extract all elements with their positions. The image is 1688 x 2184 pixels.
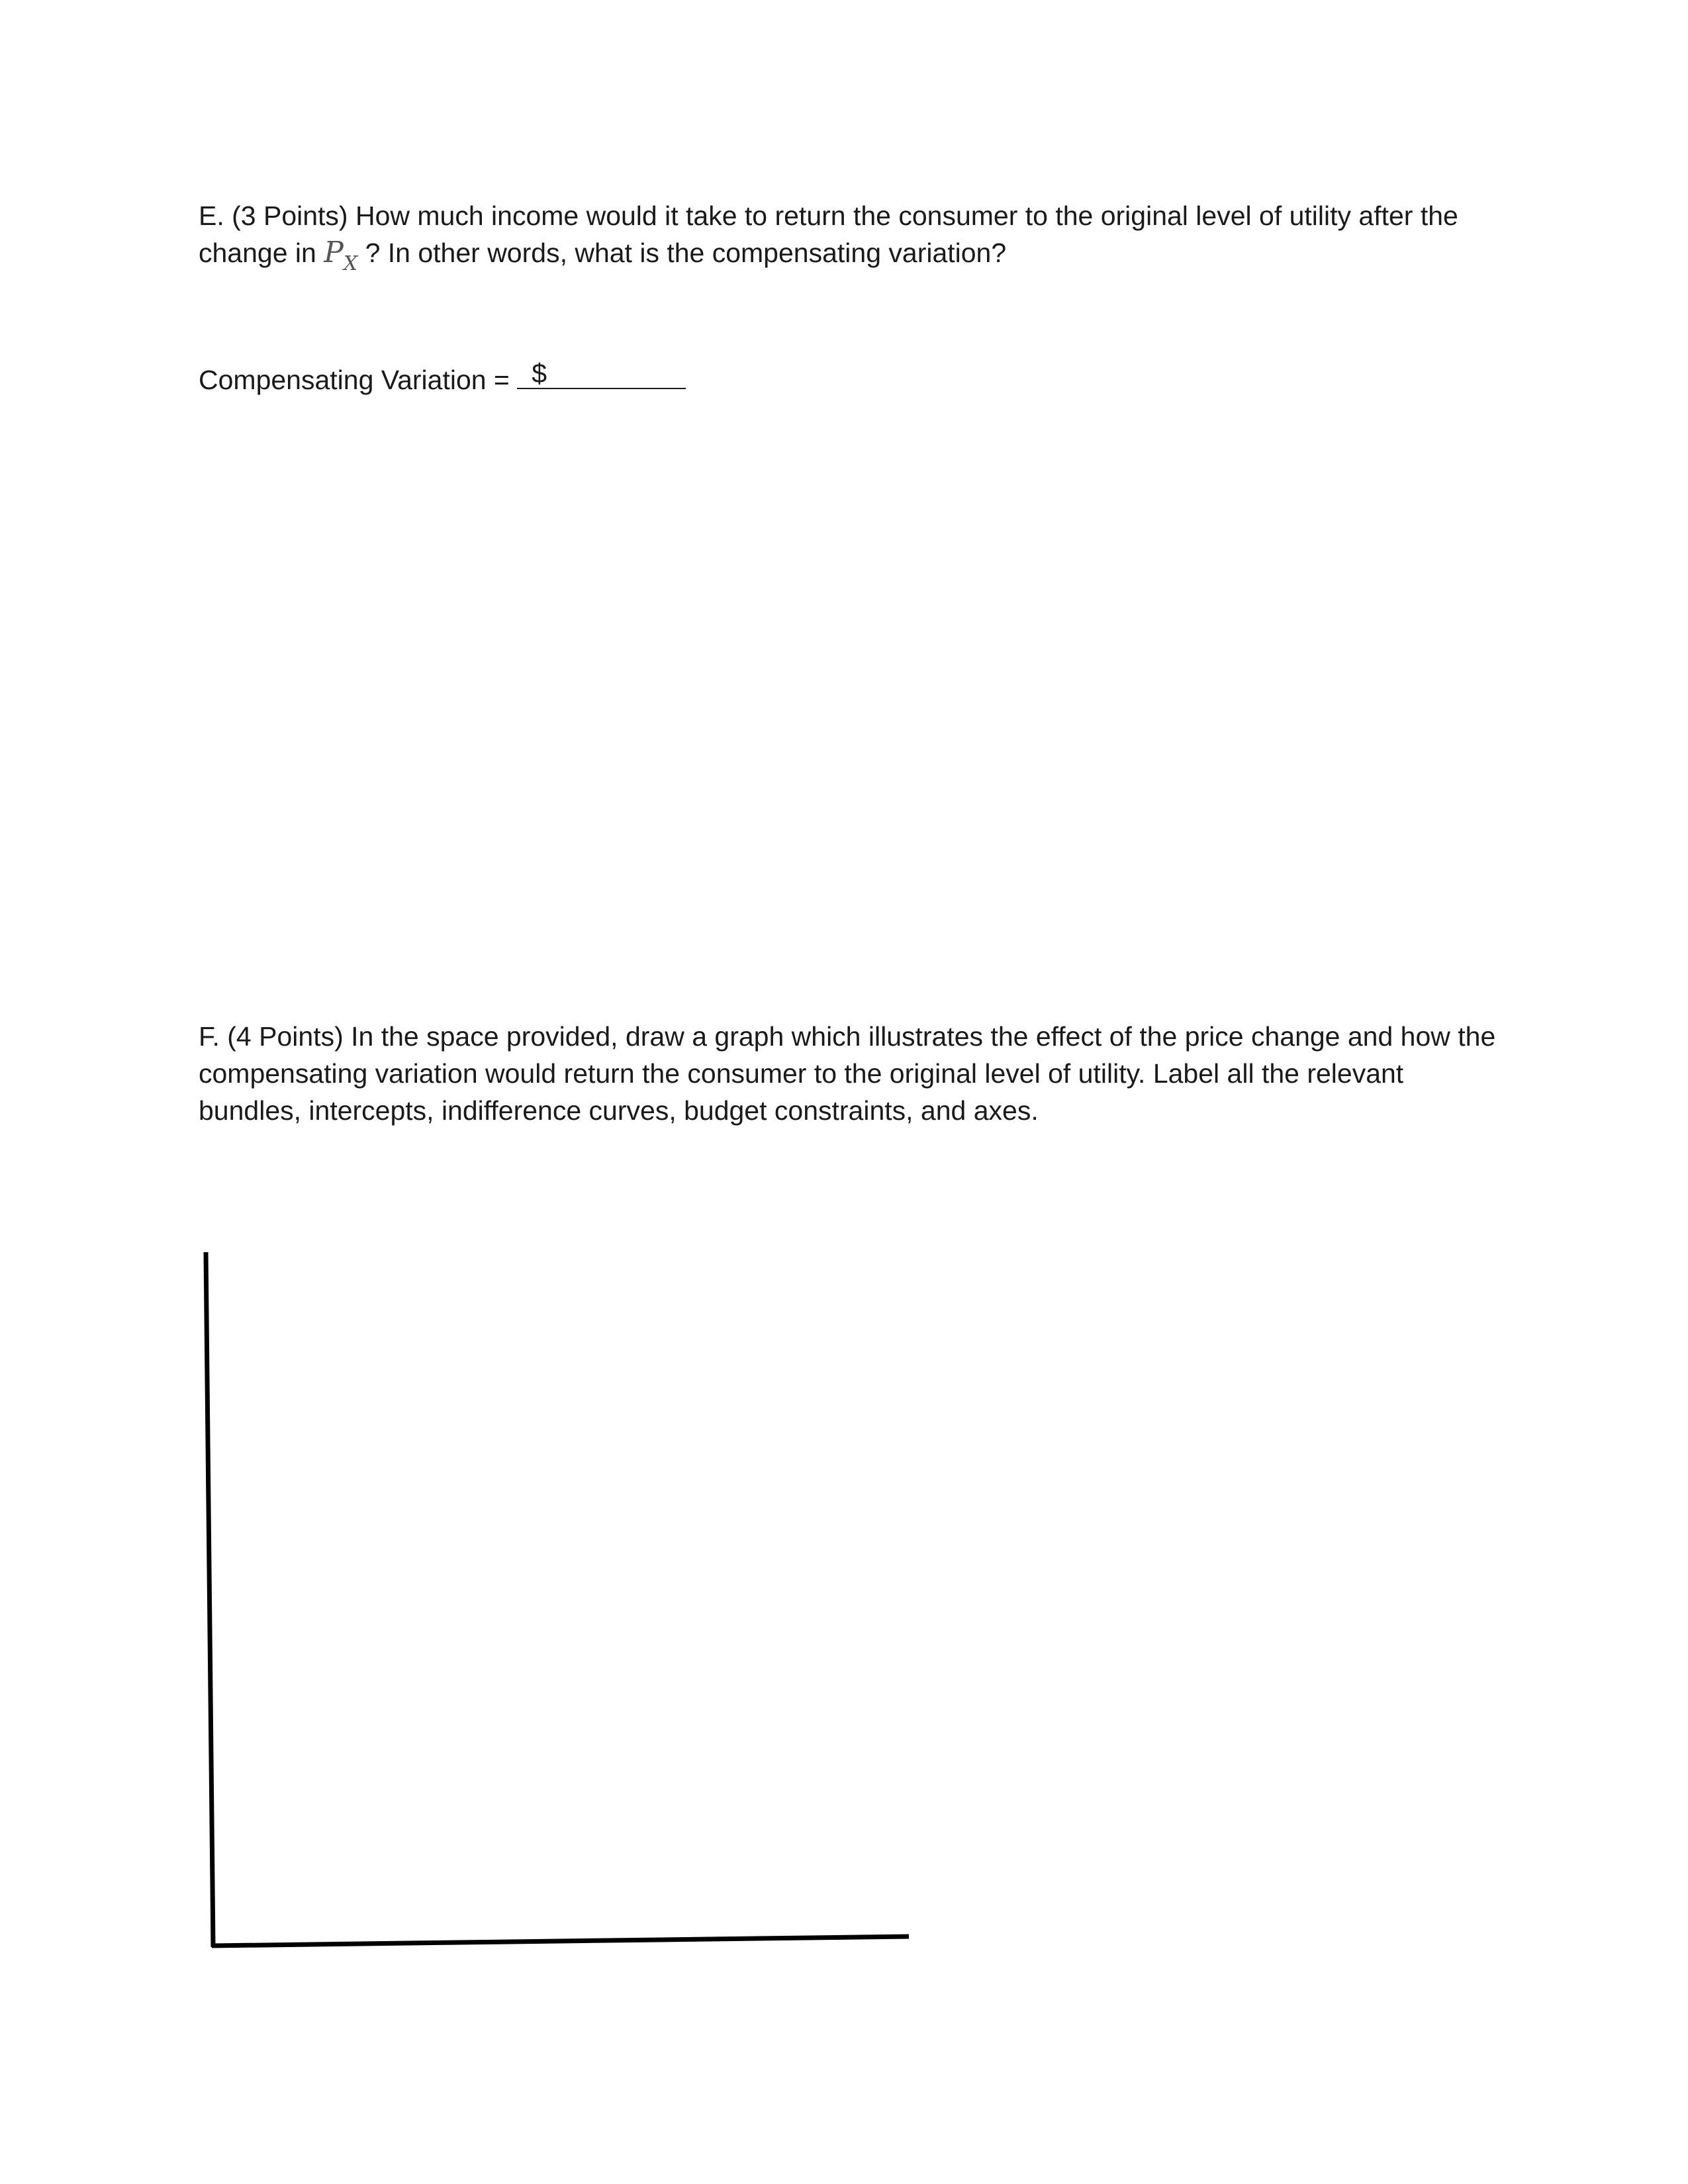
question-e-text-before: E. (3 Points) How much income would it take to return the consumer to the original level of utility after the change in: [199, 201, 1458, 268]
y-axis: [206, 1252, 213, 1947]
question-e-text-after: ? In other words, what is the compensating variation?: [357, 238, 1007, 268]
currency-symbol: $: [532, 358, 547, 388]
price-subscript: X: [343, 252, 358, 275]
question-f: F. (4 Points) In the space provided, draw a graph which illustrates the effect of the price change and how the compensating variation would return the consumer to the original level of utility. Label all the relevant bundles, intercepts, indifference curves, budget constraints, and axes.: [199, 1021, 1496, 1126]
x-axis: [212, 1936, 909, 1946]
price-symbol: P: [324, 236, 344, 269]
compensating-variation-label: Compensating Variation =: [199, 365, 518, 395]
